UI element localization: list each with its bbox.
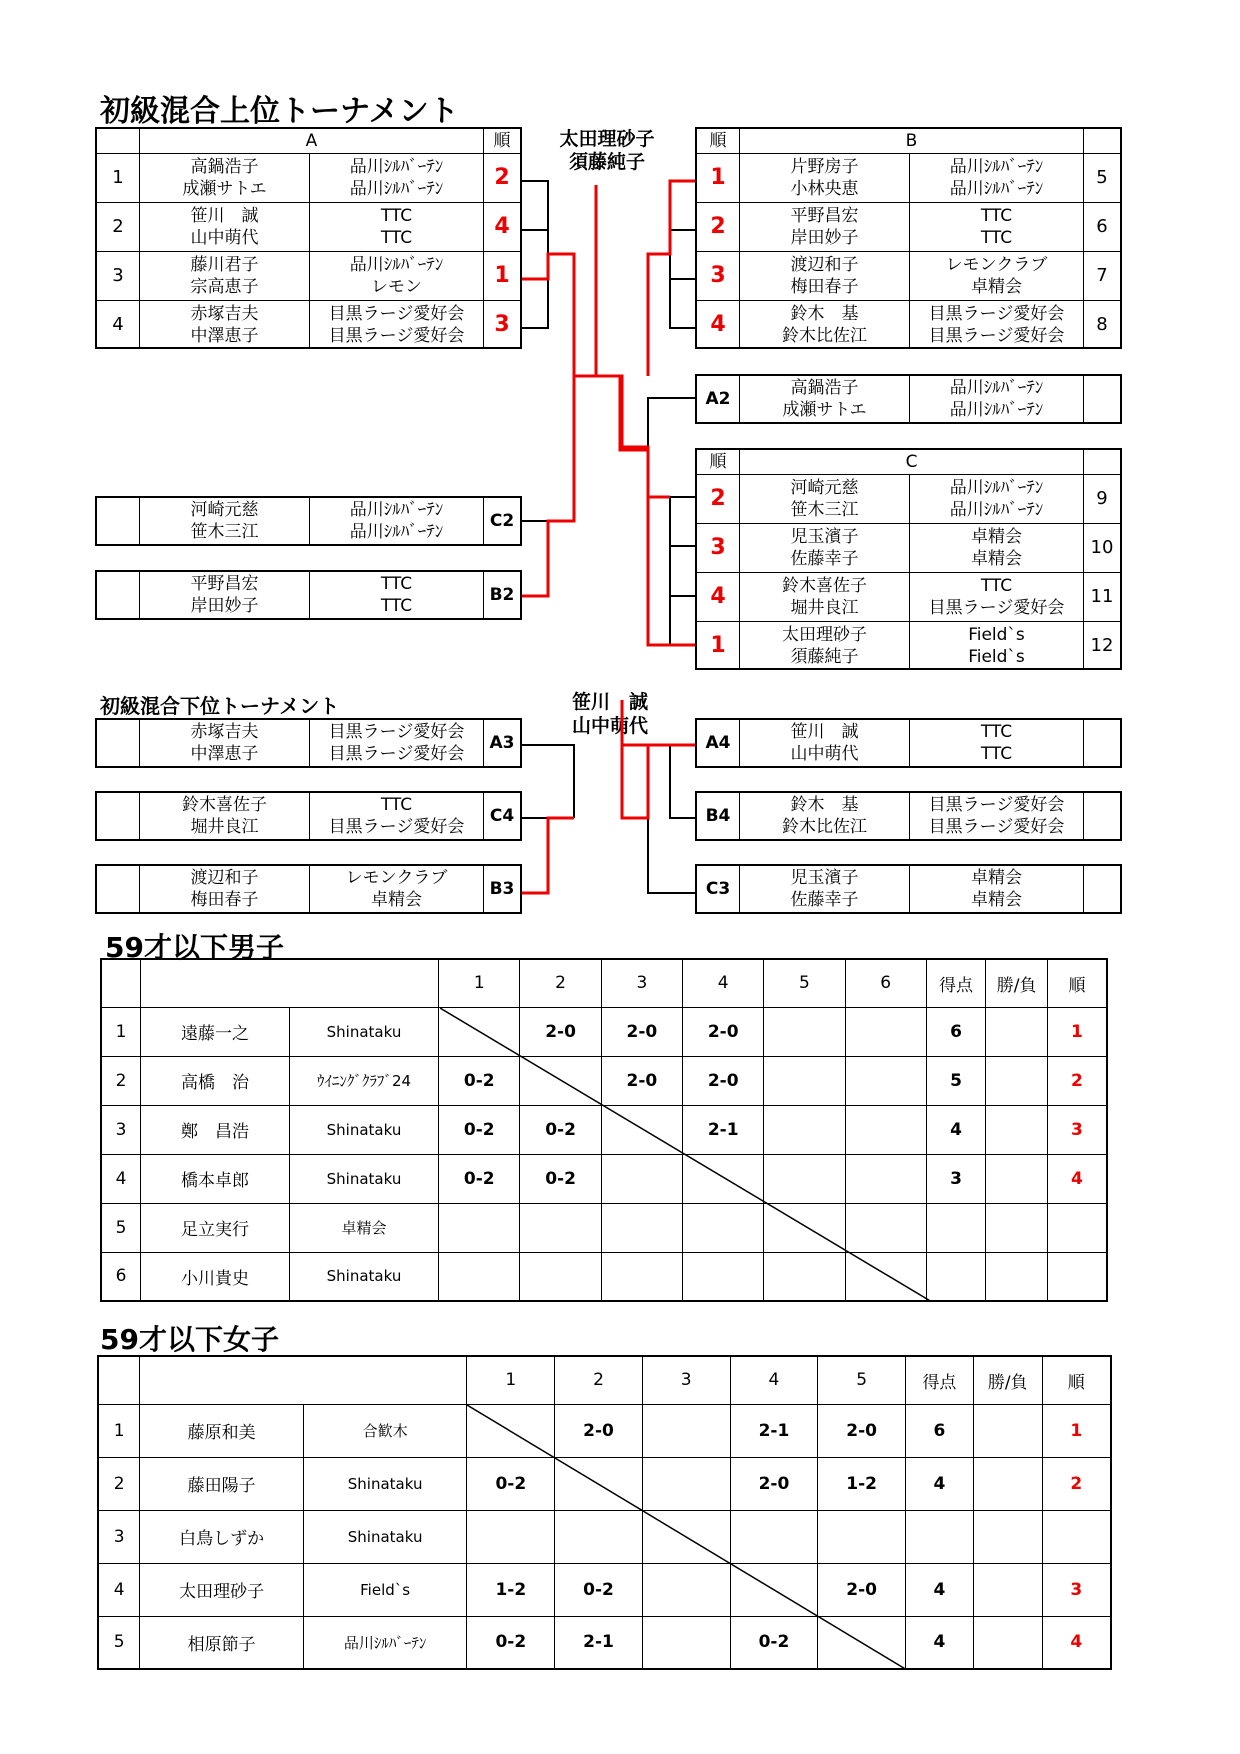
player-name: 中澤恵子 — [190, 326, 259, 346]
player-name: 中澤恵子 — [190, 744, 259, 764]
match-result: 1-2 — [818, 1457, 906, 1510]
row-rank: 3 — [483, 300, 520, 349]
club-name: 目黒ラージ愛好会 — [928, 304, 1065, 324]
player-name: 笹川 誠 — [190, 206, 259, 226]
box-label: B3 — [483, 866, 520, 912]
column-header: 勝/負 — [986, 959, 1048, 1007]
column-header: 4 — [730, 1356, 818, 1404]
c2-name-1: 河崎元慈 — [190, 500, 259, 520]
club-name: 目黒ラージ愛好会 — [328, 817, 465, 837]
match-result: 2-1 — [730, 1404, 818, 1457]
player-name: 成瀬サトエ — [182, 179, 267, 199]
group-a-header: A — [139, 129, 483, 153]
upper-winner-name-2: 須藤純子 — [568, 151, 645, 173]
lower-title: 初級混合下位トーナメント — [100, 694, 340, 718]
club-name: Shinataku — [303, 1457, 467, 1510]
column-header: 4 — [683, 959, 764, 1007]
group-a-rank-header: 順 — [483, 129, 520, 153]
column-header: 得点 — [926, 959, 986, 1007]
column-header: 1 — [439, 959, 520, 1007]
row-number: 1 — [101, 1007, 141, 1056]
club-name: TTC — [980, 206, 1013, 226]
player-name: 太田理砂子 — [782, 625, 867, 645]
b2-name-2: 岸田妙子 — [190, 596, 259, 616]
club-name: 品川ｼﾙﾊﾞｰﾃﾝ — [949, 478, 1044, 498]
player-name: 宗高恵子 — [190, 277, 259, 297]
club-name: 目黒ラージ愛好会 — [928, 817, 1065, 837]
match-result: 0-2 — [730, 1616, 818, 1669]
row-number: 3 — [98, 1510, 140, 1563]
player-name: 児玉濱子 — [790, 527, 859, 547]
player-name: 鈴木 基 — [790, 795, 859, 815]
win-loss — [986, 1252, 1048, 1301]
column-header: 順 — [1047, 959, 1107, 1007]
player-name: 遠藤一之 — [141, 1007, 290, 1056]
row-number: 1 — [98, 1404, 140, 1457]
row-number: 5 — [98, 1616, 140, 1669]
win-loss — [973, 1510, 1042, 1563]
row-number: 1 — [97, 153, 139, 202]
win-loss — [986, 1203, 1048, 1252]
men-title: 59才以下男子 — [105, 931, 284, 964]
points: 6 — [906, 1404, 974, 1457]
group-c-header: C — [739, 450, 1083, 474]
group-b-header: B — [739, 129, 1083, 153]
match-result: 2-0 — [520, 1007, 601, 1056]
player-name: 小林央恵 — [790, 179, 859, 199]
club-name: Field`s — [968, 647, 1025, 667]
row-number: 2 — [101, 1056, 141, 1105]
match-result: 0-2 — [467, 1616, 555, 1669]
group-c-rank-header: 順 — [709, 452, 727, 472]
column-header: 2 — [555, 1356, 643, 1404]
rank: 2 — [1047, 1056, 1107, 1105]
points: 4 — [906, 1616, 974, 1669]
win-loss — [973, 1404, 1042, 1457]
club-name: 目黒ラージ愛好会 — [928, 326, 1065, 346]
club-name: TTC — [380, 795, 413, 815]
points: 4 — [906, 1457, 974, 1510]
box-label: A4 — [705, 733, 731, 753]
column-header: 3 — [601, 959, 682, 1007]
club-name: 合歓木 — [303, 1404, 467, 1457]
player-name: 片野房子 — [790, 157, 859, 177]
row-rank: 2 — [697, 202, 739, 251]
win-loss — [986, 1007, 1048, 1056]
match-result: 1-2 — [467, 1563, 555, 1616]
club-name: 卓精会 — [971, 277, 1022, 297]
row-number: 2 — [98, 1457, 140, 1510]
row-rank: 2 — [697, 474, 739, 523]
club-name: Shinataku — [289, 1252, 438, 1301]
player-name: 鈴木喜佐子 — [182, 795, 267, 815]
column-header: 1 — [467, 1356, 555, 1404]
club-name: Shinataku — [289, 1007, 438, 1056]
match-result: 0-2 — [555, 1563, 643, 1616]
player-name: 赤塚吉夫 — [190, 722, 259, 742]
club-name: ｳｲﾆﾝｸﾞｸﾗﾌﾞ24 — [289, 1056, 438, 1105]
player-name: 山中萌代 — [790, 744, 859, 764]
row-number: 6 — [101, 1252, 141, 1301]
club-name: 目黒ラージ愛好会 — [328, 326, 465, 346]
row-number: 4 — [97, 300, 139, 349]
box-label: B4 — [705, 806, 731, 826]
c2-club-2: 品川ｼﾙﾊﾞｰﾃﾝ — [349, 522, 444, 542]
club-name: 目黒ラージ愛好会 — [328, 304, 465, 324]
column-header: 5 — [818, 1356, 906, 1404]
b2-club-2: TTC — [380, 596, 413, 616]
match-result: 2-0 — [818, 1404, 906, 1457]
club-name: Shinataku — [289, 1105, 438, 1154]
row-rank: 4 — [483, 202, 520, 251]
row-number: 12 — [1083, 621, 1120, 670]
player-name: 鈴木比佐江 — [782, 326, 867, 346]
upper-winner-name-1: 太田理砂子 — [559, 128, 655, 150]
player-name: 白鳥しずか — [140, 1510, 303, 1563]
win-loss — [973, 1616, 1042, 1669]
upper-title: 初級混合上位トーナメント — [100, 94, 459, 129]
club-name: 品川ｼﾙﾊﾞｰﾃﾝ — [349, 179, 444, 199]
player-name: 藤原和美 — [140, 1404, 303, 1457]
box-label: C3 — [705, 879, 731, 899]
column-header: 勝/負 — [973, 1356, 1042, 1404]
player-name: 太田理砂子 — [140, 1563, 303, 1616]
player-name: 須藤純子 — [790, 647, 859, 667]
club-name: レモンクラブ — [945, 255, 1048, 275]
column-header: 順 — [1042, 1356, 1111, 1404]
rank: 3 — [1047, 1105, 1107, 1154]
club-name: 卓精会 — [971, 527, 1022, 547]
row-number: 4 — [101, 1154, 141, 1203]
match-result: 0-2 — [439, 1056, 520, 1105]
club-name: 品川ｼﾙﾊﾞｰﾃﾝ — [303, 1616, 467, 1669]
player-name: 渡辺和子 — [190, 868, 259, 888]
win-loss — [986, 1154, 1048, 1203]
header-blank — [140, 1356, 467, 1404]
club-name: 品川ｼﾙﾊﾞｰﾃﾝ — [349, 255, 444, 275]
player-name: 高橋 治 — [141, 1056, 290, 1105]
row-number: 7 — [1083, 251, 1120, 300]
header-blank — [98, 1356, 140, 1404]
row-rank: 4 — [697, 572, 739, 621]
club-name: レモン — [371, 277, 422, 297]
club-name: 卓精会 — [371, 890, 422, 910]
header-blank — [141, 959, 439, 1007]
match-result: 2-0 — [555, 1404, 643, 1457]
win-loss — [986, 1056, 1048, 1105]
group-b-rank-header: 順 — [709, 131, 727, 151]
player-name: 笹川 誠 — [790, 722, 859, 742]
row-number: 2 — [97, 202, 139, 251]
row-number: 4 — [98, 1563, 140, 1616]
row-number: 3 — [101, 1105, 141, 1154]
rank — [1047, 1203, 1107, 1252]
b2-club-1: TTC — [380, 574, 413, 594]
row-number: 8 — [1083, 300, 1120, 349]
club-name: 目黒ラージ愛好会 — [928, 795, 1065, 815]
row-number: 9 — [1083, 474, 1120, 523]
match-result: 2-0 — [601, 1007, 682, 1056]
match-result: 2-0 — [818, 1563, 906, 1616]
club-name: レモンクラブ — [345, 868, 448, 888]
box-label: C4 — [483, 793, 520, 839]
win-loss — [973, 1563, 1042, 1616]
match-result: 2-0 — [730, 1457, 818, 1510]
match-result: 0-2 — [520, 1105, 601, 1154]
column-header: 2 — [520, 959, 601, 1007]
rank: 1 — [1042, 1404, 1111, 1457]
player-name: 岸田妙子 — [790, 228, 859, 248]
rank: 3 — [1042, 1563, 1111, 1616]
column-header: 6 — [845, 959, 926, 1007]
box-label: A3 — [483, 720, 520, 766]
player-name: 渡辺和子 — [790, 255, 859, 275]
match-result: 2-0 — [601, 1056, 682, 1105]
player-name: 相原節子 — [140, 1616, 303, 1669]
row-rank: 2 — [483, 153, 520, 202]
row-rank: 1 — [483, 251, 520, 300]
player-name: 山中萌代 — [190, 228, 259, 248]
club-name: 目黒ラージ愛好会 — [328, 722, 465, 742]
points — [926, 1203, 986, 1252]
club-name: Field`s — [303, 1563, 467, 1616]
club-name: TTC — [380, 206, 413, 226]
rank — [1047, 1252, 1107, 1301]
points: 4 — [906, 1563, 974, 1616]
player-name: 橋本卓郎 — [141, 1154, 290, 1203]
player-name: 高鍋浩子 — [190, 157, 259, 177]
player-name: 堀井良江 — [190, 817, 259, 837]
player-name: 鄭 昌浩 — [141, 1105, 290, 1154]
rank: 4 — [1047, 1154, 1107, 1203]
club-name: 品川ｼﾙﾊﾞｰﾃﾝ — [949, 157, 1044, 177]
player-name: 笹木三江 — [790, 500, 859, 520]
rank: 4 — [1042, 1616, 1111, 1669]
b2-label: B2 — [483, 572, 520, 618]
club-name: 目黒ラージ愛好会 — [328, 744, 465, 764]
rank — [1042, 1510, 1111, 1563]
club-name: TTC — [980, 228, 1013, 248]
club-name: 卓精会 — [289, 1203, 438, 1252]
column-header: 5 — [764, 959, 845, 1007]
points: 3 — [926, 1154, 986, 1203]
rank: 1 — [1047, 1007, 1107, 1056]
match-result: 2-0 — [683, 1056, 764, 1105]
b2-name-1: 平野昌宏 — [190, 574, 259, 594]
a2-name-2: 成瀬サトエ — [782, 400, 867, 420]
club-name: Shinataku — [303, 1510, 467, 1563]
row-rank: 4 — [697, 300, 739, 349]
header-blank — [101, 959, 141, 1007]
player-name: 堀井良江 — [790, 598, 859, 618]
row-number: 11 — [1083, 572, 1120, 621]
c2-club-1: 品川ｼﾙﾊﾞｰﾃﾝ — [349, 500, 444, 520]
a2-club-2: 品川ｼﾙﾊﾞｰﾃﾝ — [949, 400, 1044, 420]
club-name: 卓精会 — [971, 890, 1022, 910]
match-result: 0-2 — [520, 1154, 601, 1203]
row-rank: 1 — [697, 153, 739, 202]
lower-winner-name-2: 山中萌代 — [571, 715, 648, 737]
club-name: TTC — [980, 744, 1013, 764]
player-name: 藤田陽子 — [140, 1457, 303, 1510]
a2-label: A2 — [705, 389, 731, 409]
win-loss — [973, 1457, 1042, 1510]
points: 5 — [926, 1056, 986, 1105]
player-name: 梅田春子 — [790, 277, 859, 297]
club-name: TTC — [980, 576, 1013, 596]
points: 6 — [926, 1007, 986, 1056]
player-name: 赤塚吉夫 — [190, 304, 259, 324]
diagonal-line — [440, 1008, 932, 1302]
player-name: 河崎元慈 — [790, 478, 859, 498]
diagonal-line — [467, 1405, 907, 1670]
c2-name-2: 笹木三江 — [190, 522, 259, 542]
club-name: 品川ｼﾙﾊﾞｰﾃﾝ — [949, 500, 1044, 520]
row-number: 5 — [101, 1203, 141, 1252]
women-title: 59才以下女子 — [100, 1323, 279, 1356]
match-result: 0-2 — [439, 1105, 520, 1154]
club-name: 品川ｼﾙﾊﾞｰﾃﾝ — [349, 157, 444, 177]
a2-name-1: 高鍋浩子 — [790, 378, 859, 398]
player-name: 佐藤幸子 — [790, 890, 859, 910]
row-number: 5 — [1083, 153, 1120, 202]
row-rank: 3 — [697, 251, 739, 300]
club-name: 品川ｼﾙﾊﾞｰﾃﾝ — [949, 179, 1044, 199]
match-result: 2-0 — [683, 1007, 764, 1056]
match-result: 2-1 — [555, 1616, 643, 1669]
player-name: 鈴木比佐江 — [782, 817, 867, 837]
club-name: TTC — [380, 228, 413, 248]
row-number: 10 — [1083, 523, 1120, 572]
player-name: 鈴木喜佐子 — [782, 576, 867, 596]
row-rank: 1 — [697, 621, 739, 670]
a2-club-1: 品川ｼﾙﾊﾞｰﾃﾝ — [949, 378, 1044, 398]
player-name: 平野昌宏 — [790, 206, 859, 226]
club-name: 目黒ラージ愛好会 — [928, 598, 1065, 618]
row-number: 3 — [97, 251, 139, 300]
player-name: 児玉濱子 — [790, 868, 859, 888]
row-number: 6 — [1083, 202, 1120, 251]
club-name: TTC — [980, 722, 1013, 742]
club-name: Shinataku — [289, 1154, 438, 1203]
player-name: 藤川君子 — [190, 255, 259, 275]
points — [906, 1510, 974, 1563]
column-header: 得点 — [906, 1356, 974, 1404]
row-rank: 3 — [697, 523, 739, 572]
match-result: 0-2 — [467, 1457, 555, 1510]
rank: 2 — [1042, 1457, 1111, 1510]
player-name: 鈴木 基 — [790, 304, 859, 324]
player-name: 梅田春子 — [190, 890, 259, 910]
points: 4 — [926, 1105, 986, 1154]
lower-winner-name-1: 笹川 誠 — [571, 691, 648, 713]
player-name: 佐藤幸子 — [790, 549, 859, 569]
player-name: 足立実行 — [141, 1203, 290, 1252]
c2-label: C2 — [483, 498, 520, 544]
match-result: 0-2 — [439, 1154, 520, 1203]
win-loss — [986, 1105, 1048, 1154]
club-name: Field`s — [968, 625, 1025, 645]
column-header: 3 — [642, 1356, 730, 1404]
club-name: 卓精会 — [971, 868, 1022, 888]
match-result: 2-1 — [683, 1105, 764, 1154]
player-name: 小川貴史 — [141, 1252, 290, 1301]
club-name: 卓精会 — [971, 549, 1022, 569]
points — [926, 1252, 986, 1301]
